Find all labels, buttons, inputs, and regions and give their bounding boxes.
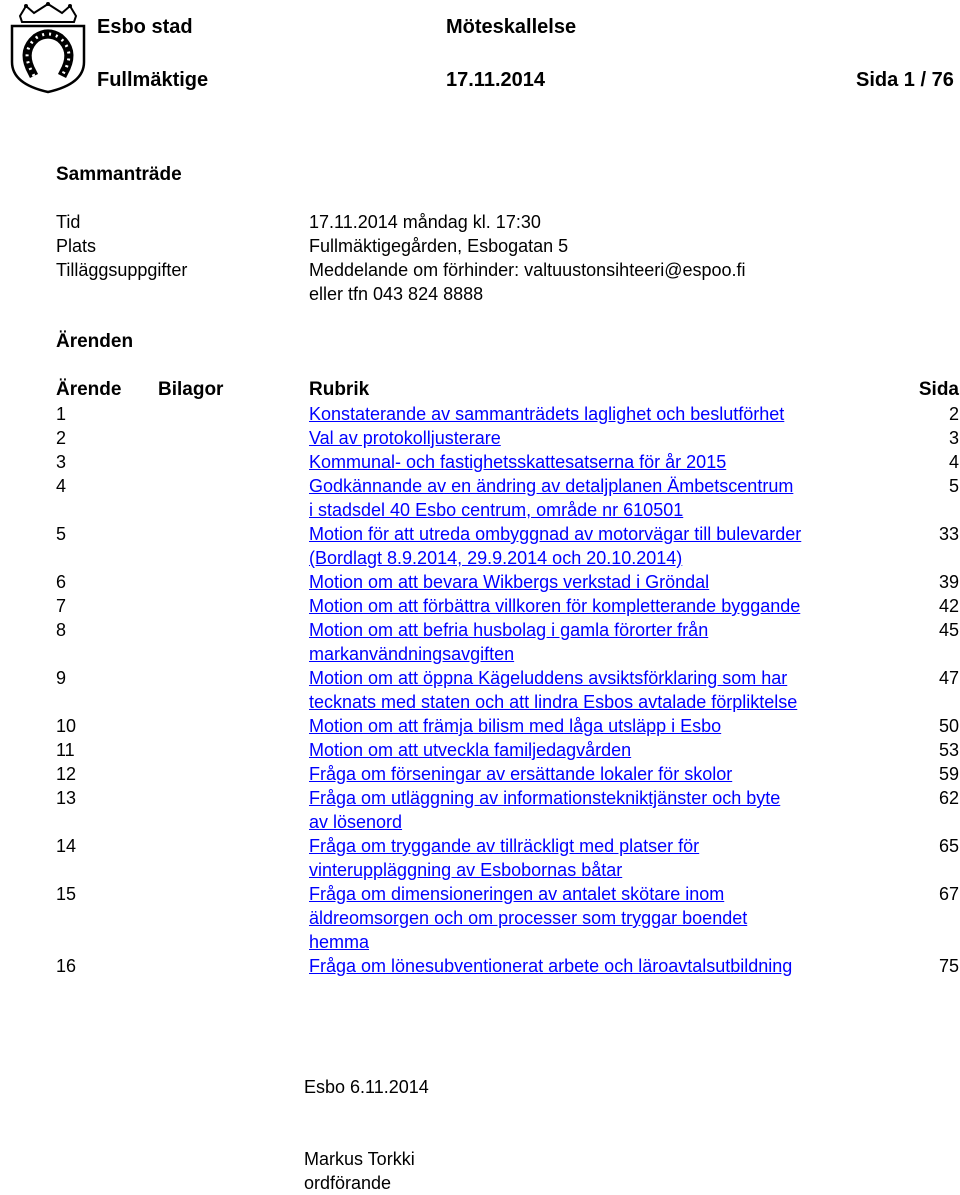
agenda-item-title [309, 618, 904, 666]
agenda-item-number: 1 [56, 404, 67, 424]
agenda-item-link[interactable]: tecknats med staten och att lindra Esbos avtalade förpliktelse [309, 692, 798, 712]
header-title: Rubrik [309, 379, 370, 400]
agenda-item-page: 47 [938, 668, 959, 688]
agenda-row [56, 450, 960, 474]
agenda-item-link[interactable]: Motion om att bevara Wikbergs verkstad i Gröndal [309, 572, 710, 592]
agenda-item-link[interactable]: Motion om att utveckla familjedagvården [309, 740, 632, 760]
agenda-item-title [309, 522, 904, 570]
agenda-item-page: 59 [938, 764, 959, 784]
agenda-row [56, 834, 960, 882]
agenda-item-link[interactable]: Val av protokolljusterare [309, 428, 501, 448]
agenda-item-link[interactable]: Kommunal- och fastighetsskattesatserna för år 2015 [309, 452, 727, 472]
meeting-info-row [56, 258, 936, 282]
info-label: Tid [56, 212, 81, 232]
agenda-item-page: 2 [948, 404, 959, 424]
org-name: Esbo stad [97, 16, 193, 38]
agenda-item-page: 3 [948, 428, 959, 448]
agenda-row [56, 522, 960, 570]
agenda-item-link[interactable]: Motion om att främja bilism med låga utsläpp i Esbo [309, 716, 722, 736]
agenda-item-link[interactable]: Fråga om utläggning av informationstekniktjänster och byte [309, 788, 781, 808]
agenda-item-number: 8 [56, 620, 67, 640]
agenda-item-page: 65 [938, 836, 959, 856]
agenda-item-link[interactable]: markanvändningsavgiften [309, 644, 515, 664]
agenda-item-number: 15 [56, 884, 77, 904]
agenda-item-link[interactable]: Godkännande av en ändring av detaljplanen Ämbetscentrum [309, 476, 794, 496]
agenda-item-title [309, 666, 904, 714]
agenda-item-link[interactable]: Fråga om förseningar av ersättande lokaler för skolor [309, 764, 733, 784]
header-attachments: Bilagor [158, 379, 224, 400]
agenda-item-number: 9 [56, 668, 67, 688]
agenda-row [56, 666, 960, 714]
agenda-item-number: 12 [56, 764, 77, 784]
info-value: Fullmäktigegården, Esbogatan 5 [309, 236, 569, 256]
meeting-date: 17.11.2014 [446, 69, 545, 91]
agenda-item-page: 62 [938, 788, 959, 808]
agenda-row [56, 474, 960, 522]
agenda-item-page: 50 [938, 716, 959, 736]
page-indicator: Sida 1 / 76 [856, 69, 954, 91]
agenda-item-number: 7 [56, 596, 67, 616]
agenda-item-number: 4 [56, 476, 67, 496]
agenda-item-page: 42 [938, 596, 959, 616]
agenda-body [56, 402, 960, 978]
agenda-item-title [309, 882, 904, 954]
agenda-item-title [309, 570, 904, 594]
agenda-item-title [309, 954, 904, 978]
agenda-item-link[interactable]: (Bordlagt 8.9.2014, 29.9.2014 och 20.10.2014) [309, 548, 683, 568]
info-value: eller tfn 043 824 8888 [309, 284, 484, 304]
agenda-item-page: 39 [938, 572, 959, 592]
agenda-row [56, 954, 960, 978]
agenda-item-title [309, 738, 904, 762]
agenda-item-link[interactable]: av lösenord [309, 812, 403, 832]
agenda-item-title [309, 474, 904, 522]
agenda-item-page: 33 [938, 524, 959, 544]
meeting-info-row [56, 210, 936, 234]
info-value: 17.11.2014 måndag kl. 17:30 [309, 212, 541, 232]
info-value: Meddelande om förhinder: valtuustonsihteeri@espoo.fi [309, 260, 746, 280]
agenda-item-title [309, 594, 904, 618]
agenda-item-page: 53 [938, 740, 959, 760]
agenda-item-number: 13 [56, 788, 77, 808]
agenda-item-number: 6 [56, 572, 67, 592]
agenda-item-title [309, 786, 904, 834]
agenda-header-row [56, 378, 960, 402]
agenda-row [56, 738, 960, 762]
agenda-item-link[interactable]: äldreomsorgen och om processer som tryggar boendet [309, 908, 748, 928]
agenda-item-number: 5 [56, 524, 67, 544]
section-meeting-heading: Sammanträde [56, 164, 182, 185]
info-label [56, 282, 309, 306]
agenda-row [56, 402, 960, 426]
agenda-item-link[interactable]: Konstaterande av sammanträdets laglighet och beslutförhet [309, 404, 785, 424]
section-items-heading: Ärenden [56, 331, 134, 352]
agenda-item-link[interactable]: Motion om att förbättra villkoren för kompletterande byggande [309, 596, 801, 616]
agenda-item-title [309, 714, 904, 738]
agenda-table [56, 378, 960, 978]
agenda-item-number: 11 [56, 740, 75, 760]
agenda-row [56, 426, 960, 450]
agenda-row [56, 714, 960, 738]
agenda-item-page: 75 [938, 956, 959, 976]
agenda-item-link[interactable]: vinteruppläggning av Esbobornas båtar [309, 860, 623, 880]
agenda-item-title [309, 450, 904, 474]
signature-role: ordförande [304, 1173, 392, 1193]
agenda-item-title [309, 834, 904, 882]
coat-of-arms-logo [6, 2, 90, 94]
meeting-info-row [56, 234, 936, 258]
agenda-item-link[interactable]: hemma [309, 932, 370, 952]
agenda-item-number: 16 [56, 956, 77, 976]
agenda-row [56, 618, 960, 666]
agenda-item-link[interactable]: Fråga om dimensioneringen av antalet skötare inom [309, 884, 725, 904]
document-type: Möteskallelse [446, 16, 577, 38]
meeting-info [56, 210, 936, 306]
agenda-item-link[interactable]: Fråga om lönesubventionerat arbete och läroavtalsutbildning [309, 956, 793, 976]
info-label: Plats [56, 236, 97, 256]
agenda-item-page: 45 [938, 620, 959, 640]
body-name: Fullmäktige [97, 69, 209, 91]
agenda-item-link[interactable]: i stadsdel 40 Esbo centrum, område nr 610501 [309, 500, 684, 520]
agenda-item-number: 3 [56, 452, 67, 472]
agenda-item-page: 5 [948, 476, 959, 496]
agenda-row [56, 786, 960, 834]
agenda-row [56, 762, 960, 786]
signature-place-date: Esbo 6.11.2014 [304, 1077, 429, 1097]
signature-name: Markus Torkki [304, 1149, 415, 1169]
meeting-info-row [56, 282, 936, 306]
agenda-item-link[interactable]: Motion om att öppna Kägeluddens avsiktsförklaring som har [309, 668, 788, 688]
agenda-item-title [309, 426, 904, 450]
header-item: Ärende [56, 379, 122, 400]
agenda-item-number: 10 [56, 716, 77, 736]
agenda-item-number: 2 [56, 428, 67, 448]
agenda-item-link[interactable]: Motion om att befria husbolag i gamla förorter från [309, 620, 709, 640]
agenda-row [56, 570, 960, 594]
agenda-item-link[interactable]: Motion för att utreda ombyggnad av motorvägar till bulevarder [309, 524, 802, 544]
agenda-item-page: 67 [938, 884, 959, 904]
agenda-item-title [309, 762, 904, 786]
agenda-row [56, 594, 960, 618]
agenda-row [56, 882, 960, 954]
header-page: Sida [918, 379, 959, 400]
agenda-item-title [309, 402, 904, 426]
info-label: Tilläggsuppgifter [56, 260, 188, 280]
agenda-item-number: 14 [56, 836, 77, 856]
agenda-item-page: 4 [948, 452, 959, 472]
agenda-item-link[interactable]: Fråga om tryggande av tillräckligt med platser för [309, 836, 700, 856]
